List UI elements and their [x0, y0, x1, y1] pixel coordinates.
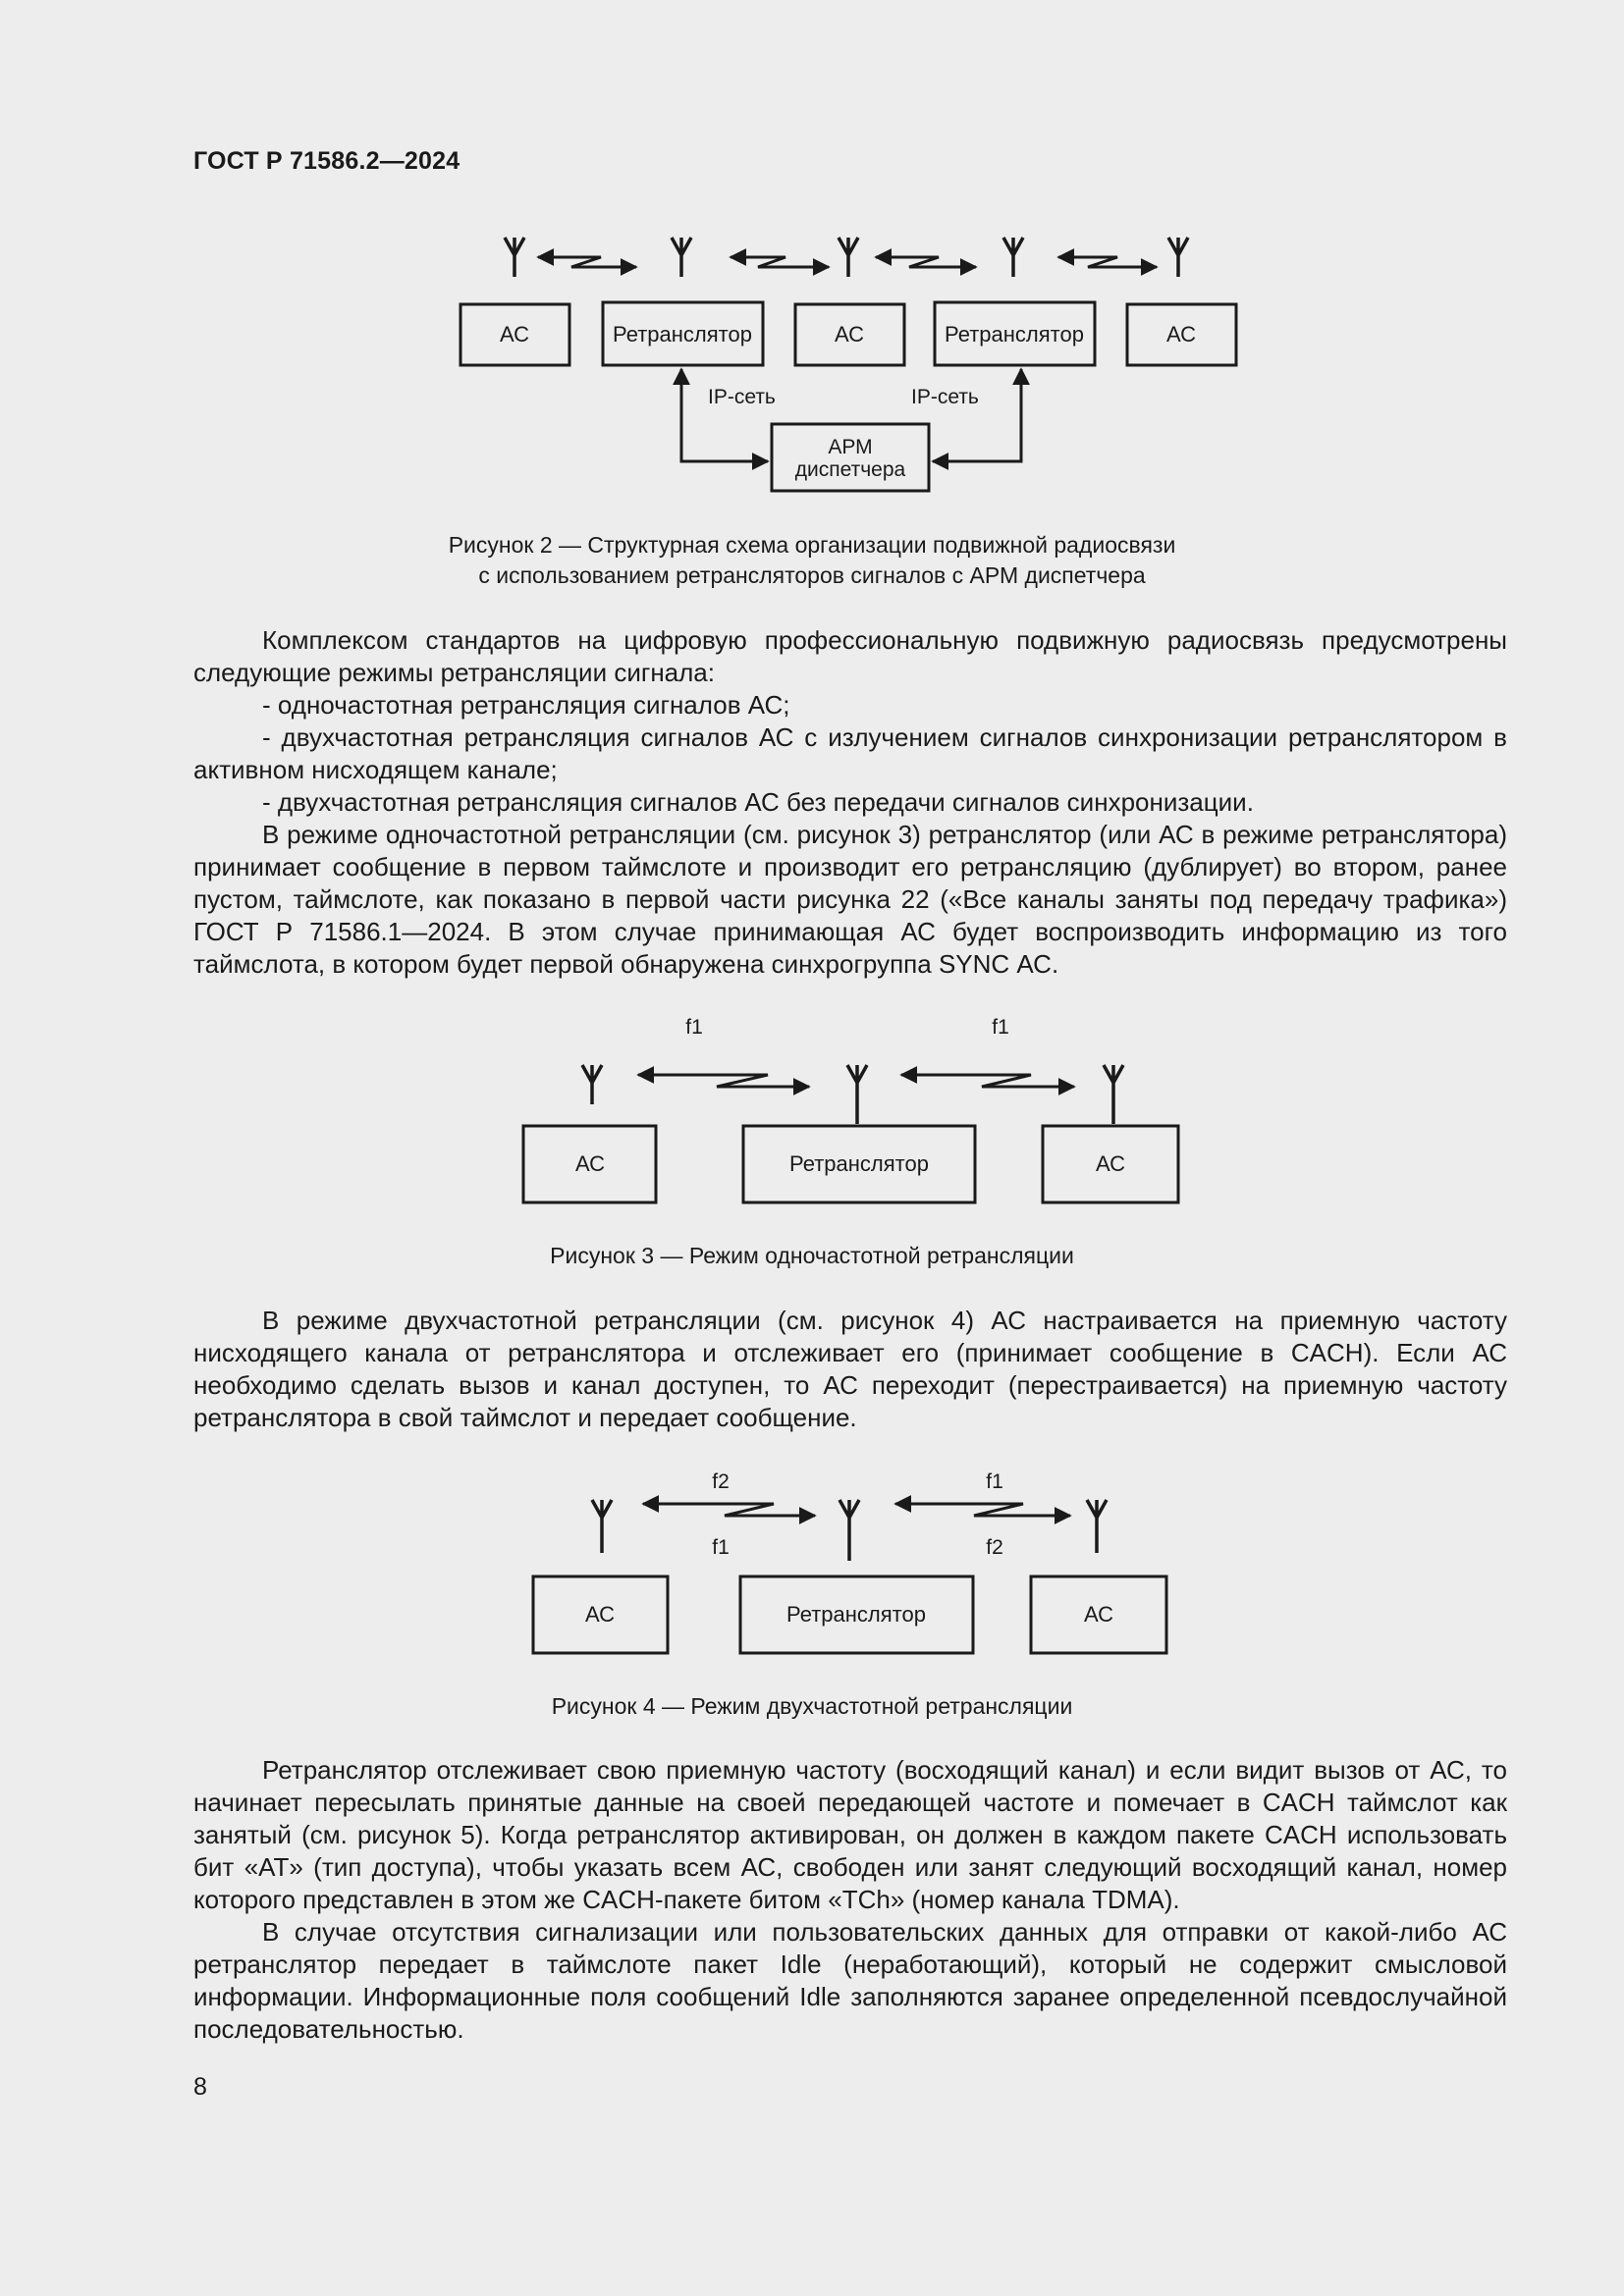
ip-network-label: IP-сеть	[911, 386, 979, 408]
as-label: АС	[1083, 1602, 1114, 1627]
figure-caption	[0, 530, 1624, 591]
figure-4-diagram	[0, 1461, 1624, 1657]
as-label: АС	[1095, 1151, 1126, 1176]
as-label: АС	[499, 322, 530, 347]
ip-network-label: IP-сеть	[708, 386, 776, 408]
text-section	[193, 624, 1507, 981]
antenna-icon	[847, 1065, 867, 1124]
paragraph: В режиме двухчастотной ретрансляции (см. рисунок 4) АС настраивается на приемную частоту нисходящего канала от ретранслятора и отслеживает его (принимает сообщение в CACH). Если АС необходимо сделать вызов и канал доступен, то АС переходит (перестраивается) на приемную частоту ретранслятора в свой таймслот и передает сообщение.	[193, 1306, 1507, 1432]
radio-link-arrow	[538, 257, 636, 267]
as-label: АС	[1165, 322, 1197, 347]
antenna-icon	[1168, 238, 1188, 277]
paragraph: В режиме одночастотной ретрансляции (см. рисунок 3) ретранслятор (или АС в режиме ретранслятора) принимает сообщение в первом таймслоте и производит его ретрансляцию (дублирует) во втором, ранее пустом, таймслоте, как показано в первой части рисунка 22 («Все каналы заняты под передачу трафика») ГОСТ Р 71586.1—2024. В этом случае принимающая АС будет воспроизводить информацию из того таймслота, в котором будет первой обнаружена синхрогруппа SYNC АС.	[193, 820, 1507, 979]
ip-link-left	[681, 369, 768, 461]
repeater-label: Ретранслятор	[613, 322, 752, 347]
frequency-label: f1	[712, 1536, 730, 1559]
antenna-icon	[839, 238, 858, 277]
list-item: - одночастотная ретрансляция сигналов АС;	[262, 690, 790, 720]
frequency-label: f1	[685, 1016, 703, 1039]
radio-link-arrow	[895, 1504, 1070, 1516]
antenna-icon	[582, 1065, 602, 1104]
as-label: АС	[584, 1602, 616, 1627]
frequency-label: f1	[992, 1016, 1009, 1039]
page-number: 8	[193, 2073, 207, 2101]
figure-3-diagram	[0, 1006, 1624, 1207]
repeater-label: Ретранслятор	[789, 1151, 929, 1176]
caption-line: Рисунок 2 — Структурная схема организации подвижной радиосвязи	[448, 532, 1176, 558]
dispatcher-label: диспетчера	[794, 458, 906, 481]
antenna-icon	[1087, 1500, 1107, 1553]
frequency-label: f1	[986, 1470, 1003, 1493]
antenna-icon	[839, 1500, 859, 1561]
radio-link-arrow	[1058, 257, 1157, 267]
figure-caption: Рисунок 4 — Режим двухчастотной ретрансляции	[551, 1693, 1073, 1719]
as-label: АС	[834, 322, 865, 347]
antenna-icon	[1003, 238, 1023, 277]
paragraph: В случае отсутствия сигнализации или пользовательских данных для отправки от какой-либо АС ретранслятор передает в таймслоте пакет Idle (неработающий), который не содержит смысловой информации. Информационные поля сообщений Idle заполняются заранее определенной псевдослучайной последовательностью.	[193, 1917, 1507, 2044]
radio-link-arrow	[876, 257, 976, 267]
as-label: АС	[574, 1151, 606, 1176]
antenna-icon	[505, 238, 524, 277]
radio-link-arrow	[638, 1075, 809, 1087]
antenna-icon	[672, 238, 691, 277]
caption-line: с использованием ретрансляторов сигналов с АРМ диспетчера	[478, 562, 1146, 588]
frequency-label: f2	[986, 1536, 1003, 1559]
paragraph: Ретранслятор отслеживает свою приемную частоту (восходящий канал) и если видит вызов от АС, то начинает пересылать принятые данные на своей передающей частоте и помечает в CACH таймслот как занятый (см. рисунок 5). Когда ретранслятор активирован, он должен в каждом пакете CACH использовать бит «AT» (тип доступа), чтобы указать всем АС, свободен или занят следующий восходящий канал, номер которого представлен в этом же CACH-пакете битом «TCh» (номер канала TDMA).	[193, 1755, 1507, 1914]
text-section	[193, 1305, 1507, 1434]
paragraph: Комплексом стандартов на цифровую профессиональную подвижную радиосвязь предусмотрены следующие режимы ретрансляции сигнала:	[193, 625, 1507, 687]
document-header: ГОСТ Р 71586.2—2024	[193, 147, 460, 175]
list-item: - двухчастотная ретрансляция сигналов АС с излучением сигналов синхронизации ретранслятором в активном нисходящем канале;	[193, 722, 1507, 784]
repeater-label: Ретранслятор	[945, 322, 1084, 347]
repeater-label: Ретранслятор	[786, 1602, 926, 1627]
text-section	[193, 1754, 1507, 2046]
frequency-label: f2	[712, 1470, 730, 1493]
antenna-icon	[592, 1500, 612, 1553]
ip-link-right	[933, 369, 1021, 461]
radio-link-arrow	[731, 257, 829, 267]
figure-2-diagram	[0, 226, 1624, 510]
dispatcher-label: АРМ	[828, 436, 873, 458]
radio-link-arrow	[901, 1075, 1074, 1087]
antenna-icon	[1104, 1065, 1123, 1124]
figure-caption: Рисунок 3 — Режим одночастотной ретрансляции	[550, 1243, 1074, 1268]
radio-link-arrow	[643, 1504, 815, 1516]
list-item: - двухчастотная ретрансляция сигналов АС без передачи сигналов синхронизации.	[262, 787, 1254, 817]
